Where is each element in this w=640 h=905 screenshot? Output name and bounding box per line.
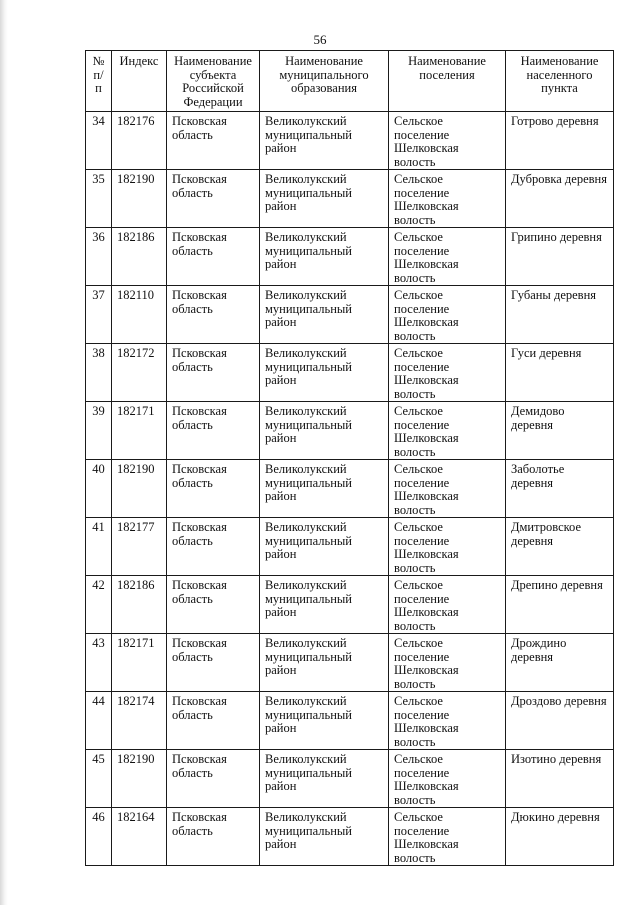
cell-settlement: Сельское поселение Шелковская волость: [389, 228, 506, 286]
cell-num: 37: [86, 286, 112, 344]
cell-index: 182190: [112, 170, 167, 228]
cell-locality: Дюкино деревня: [506, 808, 614, 866]
table-body: [86, 112, 614, 866]
cell-index: 182164: [112, 808, 167, 866]
cell-index: 182186: [112, 228, 167, 286]
cell-settlement: Сельское поселение Шелковская волость: [389, 286, 506, 344]
cell-num: 39: [86, 402, 112, 460]
cell-index: 182190: [112, 750, 167, 808]
cell-municipality: Великолукский муниципальный район: [260, 692, 389, 750]
header-settlement: Наименование поселения: [389, 51, 506, 112]
cell-municipality: Великолукский муниципальный район: [260, 518, 389, 576]
table-row: [86, 228, 614, 286]
cell-index: 182176: [112, 112, 167, 170]
table-row: [86, 286, 614, 344]
cell-settlement: Сельское поселение Шелковская волость: [389, 750, 506, 808]
cell-subject: Псковская область: [167, 750, 260, 808]
cell-municipality: Великолукский муниципальный район: [260, 576, 389, 634]
cell-locality: Дрепино деревня: [506, 576, 614, 634]
cell-index: 182190: [112, 460, 167, 518]
cell-locality: Изотино деревня: [506, 750, 614, 808]
table-row: [86, 808, 614, 866]
cell-municipality: Великолукский муниципальный район: [260, 170, 389, 228]
cell-municipality: Великолукский муниципальный район: [260, 402, 389, 460]
cell-locality: Демидово деревня: [506, 402, 614, 460]
table-row: [86, 112, 614, 170]
cell-settlement: Сельское поселение Шелковская волость: [389, 576, 506, 634]
cell-subject: Псковская область: [167, 576, 260, 634]
cell-locality: Дмитровское деревня: [506, 518, 614, 576]
cell-locality: Готрово деревня: [506, 112, 614, 170]
cell-municipality: Великолукский муниципальный район: [260, 228, 389, 286]
cell-num: 42: [86, 576, 112, 634]
header-subject: Наименование субъекта Российской Федерации: [167, 51, 260, 112]
cell-subject: Псковская область: [167, 286, 260, 344]
table-row: [86, 460, 614, 518]
cell-num: 44: [86, 692, 112, 750]
cell-settlement: Сельское поселение Шелковская волость: [389, 518, 506, 576]
cell-subject: Псковская область: [167, 402, 260, 460]
cell-subject: Псковская область: [167, 692, 260, 750]
header-municipality: Наименование муниципального образования: [260, 51, 389, 112]
scan-edge-shadow: [0, 0, 8, 905]
cell-index: 182171: [112, 634, 167, 692]
cell-municipality: Великолукский муниципальный район: [260, 750, 389, 808]
cell-settlement: Сельское поселение Шелковская волость: [389, 170, 506, 228]
cell-subject: Псковская область: [167, 634, 260, 692]
cell-index: 182172: [112, 344, 167, 402]
cell-subject: Псковская область: [167, 228, 260, 286]
cell-subject: Псковская область: [167, 808, 260, 866]
table-row: [86, 518, 614, 576]
cell-locality: Заболотье деревня: [506, 460, 614, 518]
table-row: [86, 634, 614, 692]
cell-subject: Псковская область: [167, 460, 260, 518]
cell-municipality: Великолукский муниципальный район: [260, 808, 389, 866]
cell-settlement: Сельское поселение Шелковская волость: [389, 460, 506, 518]
table-row: [86, 402, 614, 460]
cell-settlement: Сельское поселение Шелковская волость: [389, 692, 506, 750]
cell-index: 182174: [112, 692, 167, 750]
cell-num: 45: [86, 750, 112, 808]
locality-registry-table: [85, 50, 614, 866]
header-row: [86, 51, 614, 112]
cell-index: 182171: [112, 402, 167, 460]
cell-subject: Псковская область: [167, 344, 260, 402]
header-num: № п/п: [86, 51, 112, 112]
table-row: [86, 576, 614, 634]
cell-num: 41: [86, 518, 112, 576]
cell-num: 38: [86, 344, 112, 402]
cell-municipality: Великолукский муниципальный район: [260, 634, 389, 692]
cell-municipality: Великолукский муниципальный район: [260, 344, 389, 402]
cell-municipality: Великолукский муниципальный район: [260, 112, 389, 170]
cell-locality: Дубровка деревня: [506, 170, 614, 228]
page-number: 56: [313, 32, 327, 47]
cell-num: 34: [86, 112, 112, 170]
cell-num: 43: [86, 634, 112, 692]
table-row: [86, 692, 614, 750]
cell-subject: Псковская область: [167, 170, 260, 228]
cell-index: 182177: [112, 518, 167, 576]
cell-settlement: Сельское поселение Шелковская волость: [389, 112, 506, 170]
cell-subject: Псковская область: [167, 518, 260, 576]
cell-index: 182110: [112, 286, 167, 344]
cell-municipality: Великолукский муниципальный район: [260, 460, 389, 518]
cell-settlement: Сельское поселение Шелковская волость: [389, 808, 506, 866]
table-row: [86, 170, 614, 228]
cell-subject: Псковская область: [167, 112, 260, 170]
cell-locality: Дрождино деревня: [506, 634, 614, 692]
table-header: [86, 51, 614, 112]
cell-num: 40: [86, 460, 112, 518]
header-locality: Наименование населенного пункта: [506, 51, 614, 112]
cell-num: 36: [86, 228, 112, 286]
cell-locality: Грипино деревня: [506, 228, 614, 286]
table-row: [86, 344, 614, 402]
cell-num: 46: [86, 808, 112, 866]
cell-locality: Гуси деревня: [506, 344, 614, 402]
cell-settlement: Сельское поселение Шелковская волость: [389, 344, 506, 402]
cell-locality: Губаны деревня: [506, 286, 614, 344]
cell-municipality: Великолукский муниципальный район: [260, 286, 389, 344]
cell-index: 182186: [112, 576, 167, 634]
cell-settlement: Сельское поселение Шелковская волость: [389, 634, 506, 692]
cell-locality: Дроздово деревня: [506, 692, 614, 750]
table-row: [86, 750, 614, 808]
header-index: Индекс: [112, 51, 167, 112]
cell-settlement: Сельское поселение Шелковская волость: [389, 402, 506, 460]
cell-num: 35: [86, 170, 112, 228]
